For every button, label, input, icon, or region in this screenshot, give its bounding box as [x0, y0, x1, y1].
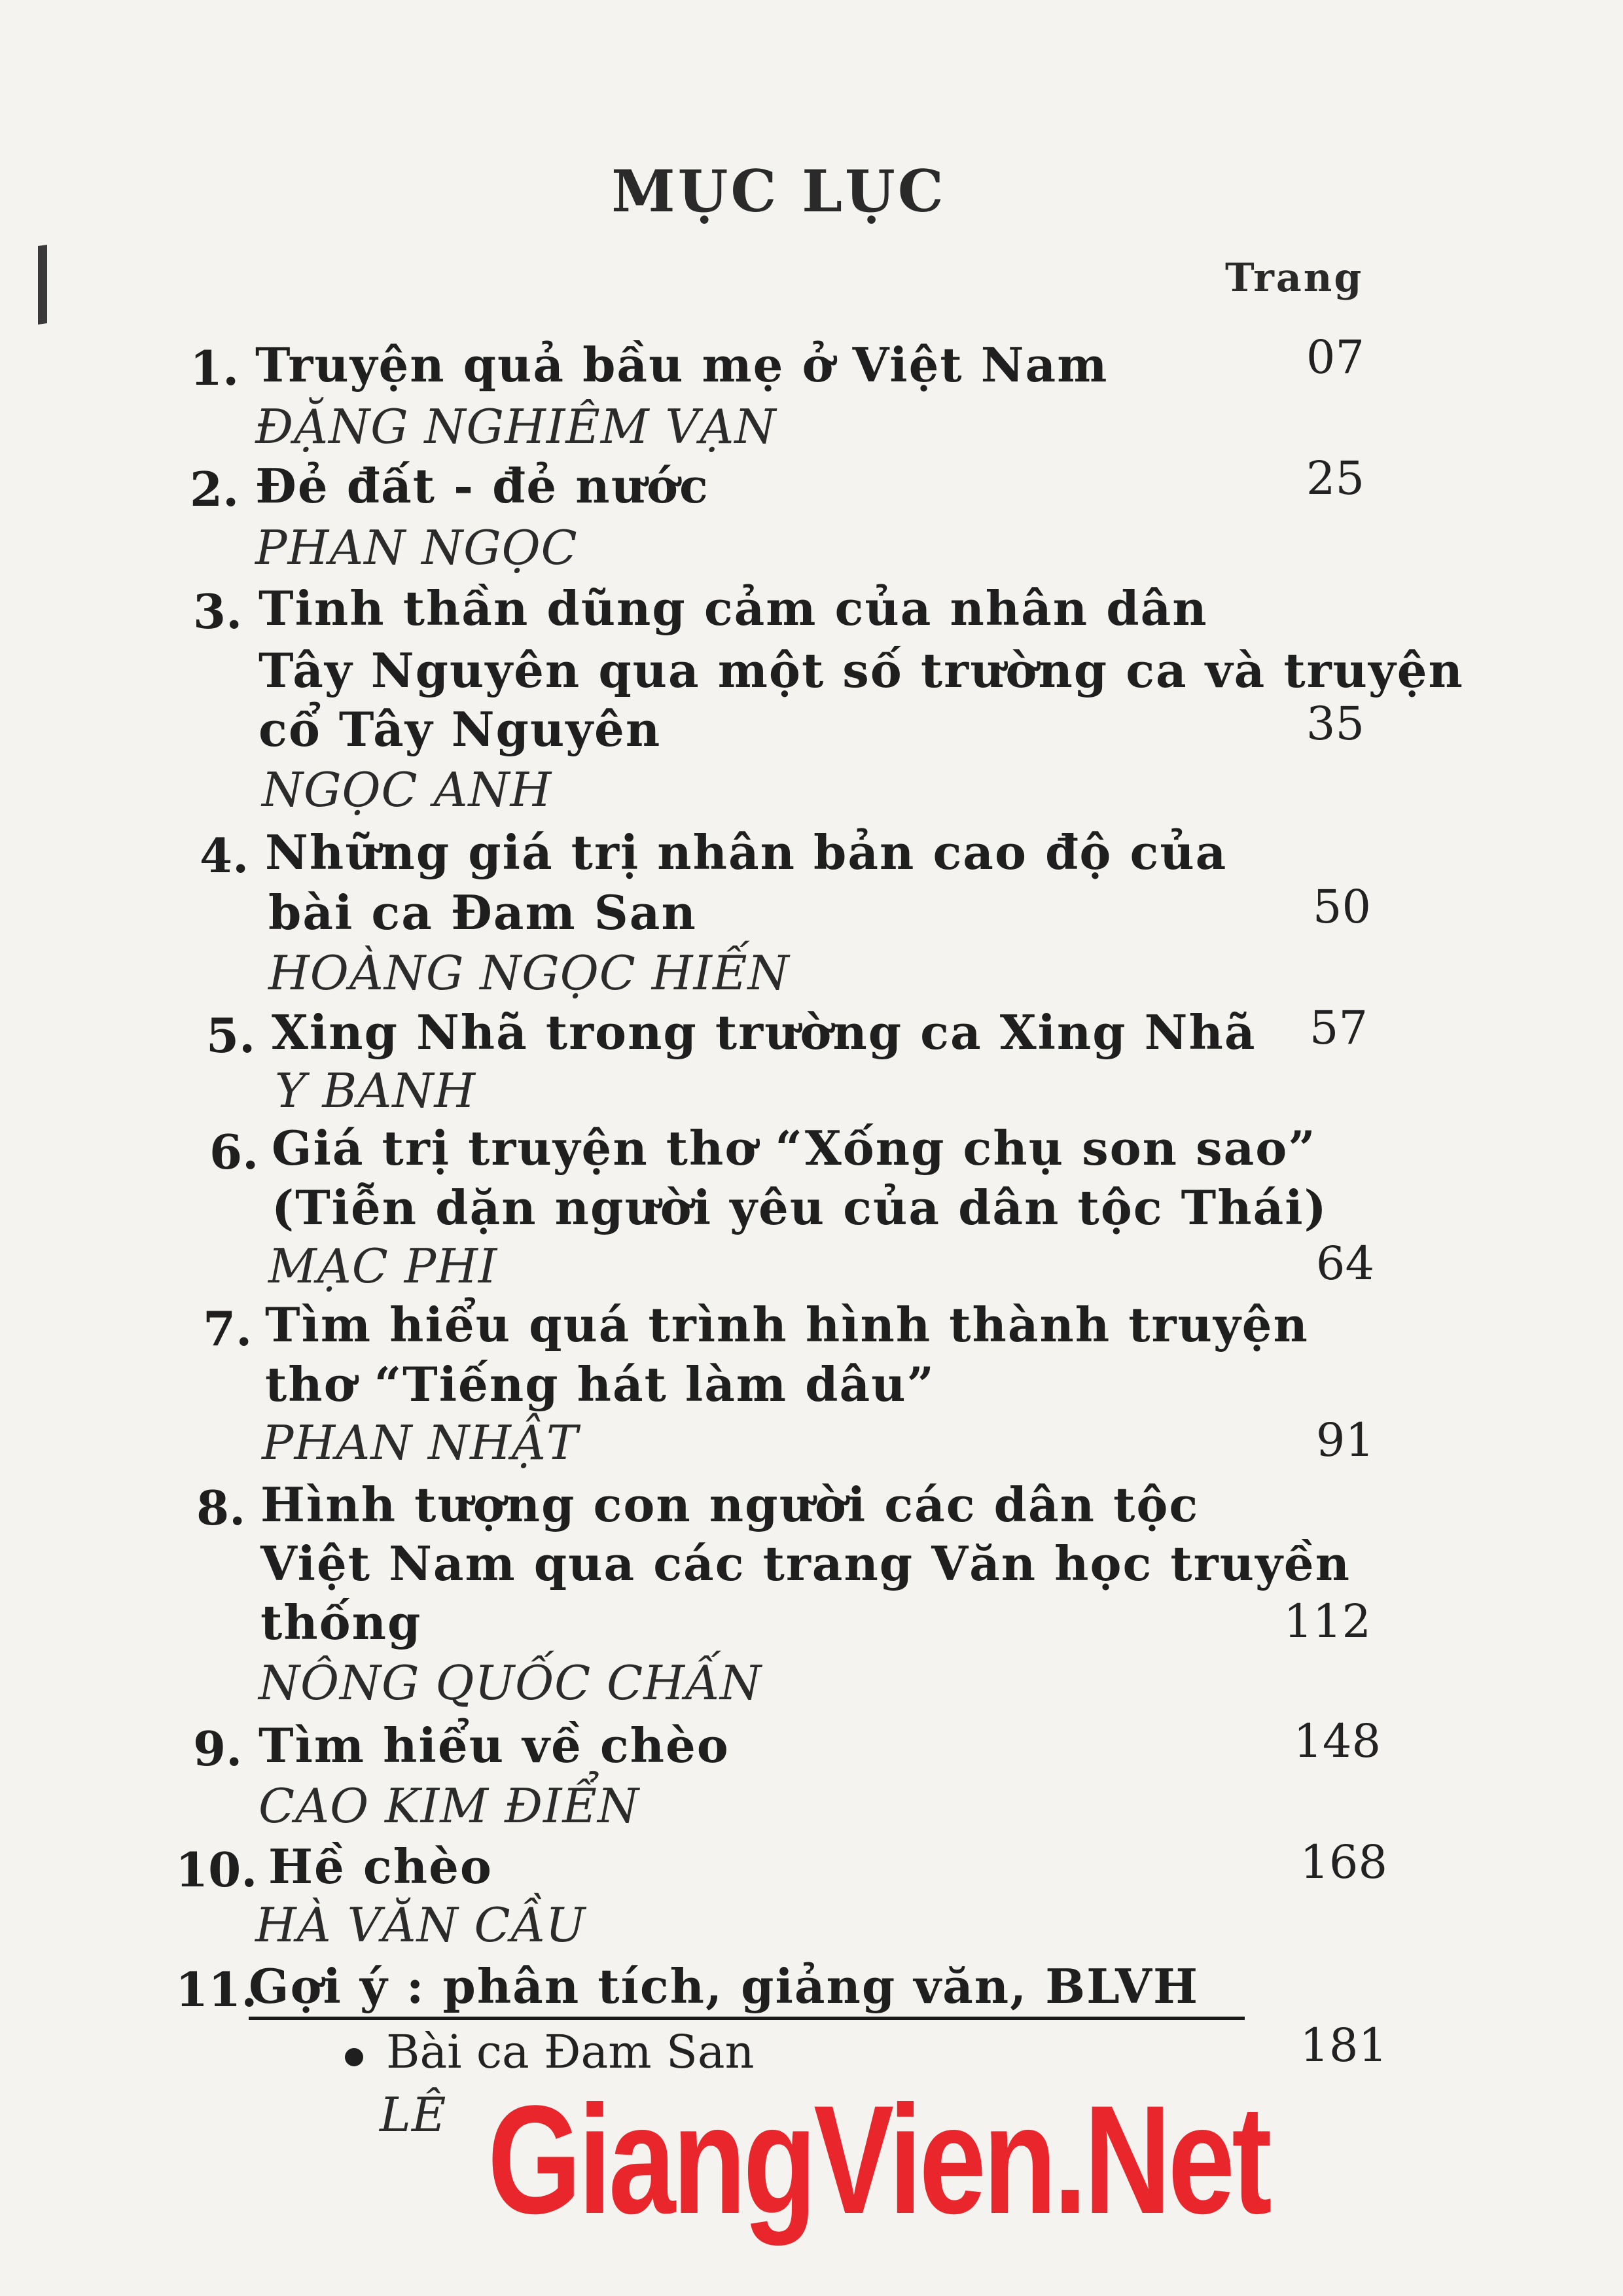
- entry-number: 10.: [175, 1842, 258, 1898]
- entry-page: 91: [1315, 1413, 1374, 1467]
- entry-title: Truyện quả bầu mẹ ở Việt Nam: [255, 337, 1109, 393]
- entry-author: HÀ VĂN CẦU: [255, 1898, 586, 1952]
- entry-author: MẠC PHI: [268, 1239, 498, 1294]
- entry-page: 168: [1300, 1835, 1387, 1889]
- entry-title: Hề chèo: [268, 1839, 493, 1894]
- entry-page: 57: [1309, 1001, 1368, 1055]
- entry-title: cổ Tây Nguyên: [259, 701, 662, 757]
- entry-number: 7.: [203, 1301, 253, 1356]
- entry-title: Xing Nhã trong trường ca Xing Nhã: [272, 1004, 1257, 1060]
- entry-title: Tìm hiểu về chèo: [259, 1718, 730, 1773]
- entry-author: PHAN NHẬT: [262, 1415, 579, 1470]
- page-edge-mark: [38, 245, 47, 325]
- entry-number: 2.: [190, 461, 240, 517]
- entry-page: 148: [1293, 1714, 1381, 1768]
- watermark-logo: GiangVien.Net: [488, 2074, 1269, 2246]
- entry-number: 11.: [175, 1962, 258, 2017]
- entry-title: Đẻ đất - đẻ nước: [255, 458, 709, 514]
- entry-title: (Tiễn dặn người yêu của dân tộc Thái): [272, 1180, 1328, 1235]
- entry-page: 112: [1283, 1595, 1371, 1648]
- entry-author: NGỌC ANH: [262, 762, 552, 817]
- entry-page: 25: [1306, 451, 1364, 505]
- entry-page: 07: [1306, 330, 1364, 384]
- entry-title: Tây Nguyên qua một số trường ca và truyện: [259, 643, 1464, 698]
- entry-title: Gợi ý : phân tích, giảng văn, BLVH: [249, 1958, 1245, 2020]
- bullet-icon: [345, 2048, 363, 2066]
- entry-title: Tìm hiểu quá trình hình thành truyện: [265, 1297, 1309, 1352]
- entry-number: 6.: [209, 1124, 259, 1180]
- entry-title: Tinh thần dũng cảm của nhân dân: [259, 580, 1208, 636]
- entry-author: PHAN NGỌC: [255, 520, 578, 575]
- entry-number: 4.: [200, 828, 249, 883]
- entry-title: thơ “Tiếng hát làm dâu”: [265, 1356, 935, 1412]
- page-title: MỤC LỤC: [611, 157, 946, 225]
- entry-author: HOÀNG NGỌC HIẾN: [268, 945, 790, 1000]
- entry-title: Hình tượng con người các dân tộc: [260, 1477, 1200, 1532]
- entry-title: thống: [260, 1595, 422, 1650]
- entry-page: 35: [1306, 697, 1364, 751]
- entry-title: Giá trị truyện thơ “Xống chụ son sao”: [272, 1120, 1317, 1176]
- entry-author: CAO KIM ĐIỂN: [259, 1778, 639, 1833]
- entry-number: 3.: [193, 584, 243, 639]
- entry-title: bài ca Đam San: [268, 885, 697, 940]
- entry-title: Việt Nam qua các trang Văn học truyền: [260, 1536, 1351, 1591]
- entry-number: 8.: [196, 1480, 246, 1536]
- entry-page: 64: [1315, 1237, 1374, 1290]
- page-column-header: Trang: [1225, 255, 1364, 301]
- entry-title: Những giá trị nhân bản cao độ của: [265, 824, 1228, 880]
- entry-number: 1.: [190, 340, 240, 396]
- entry-author: Y BANH: [275, 1063, 476, 1118]
- entry-author: LÊ: [380, 2087, 447, 2142]
- entry-author: NÔNG QUỐC CHẤN: [259, 1655, 762, 1710]
- entry-number: 9.: [193, 1721, 243, 1776]
- entry-page: 50: [1312, 880, 1371, 934]
- sub-entry-title: Bài ca Đam San: [386, 2025, 755, 2079]
- entry-number: 5.: [206, 1008, 256, 1063]
- entry-author: ĐẶNG NGHIÊM VẠN: [255, 399, 777, 454]
- entry-page: 181: [1300, 2019, 1387, 2072]
